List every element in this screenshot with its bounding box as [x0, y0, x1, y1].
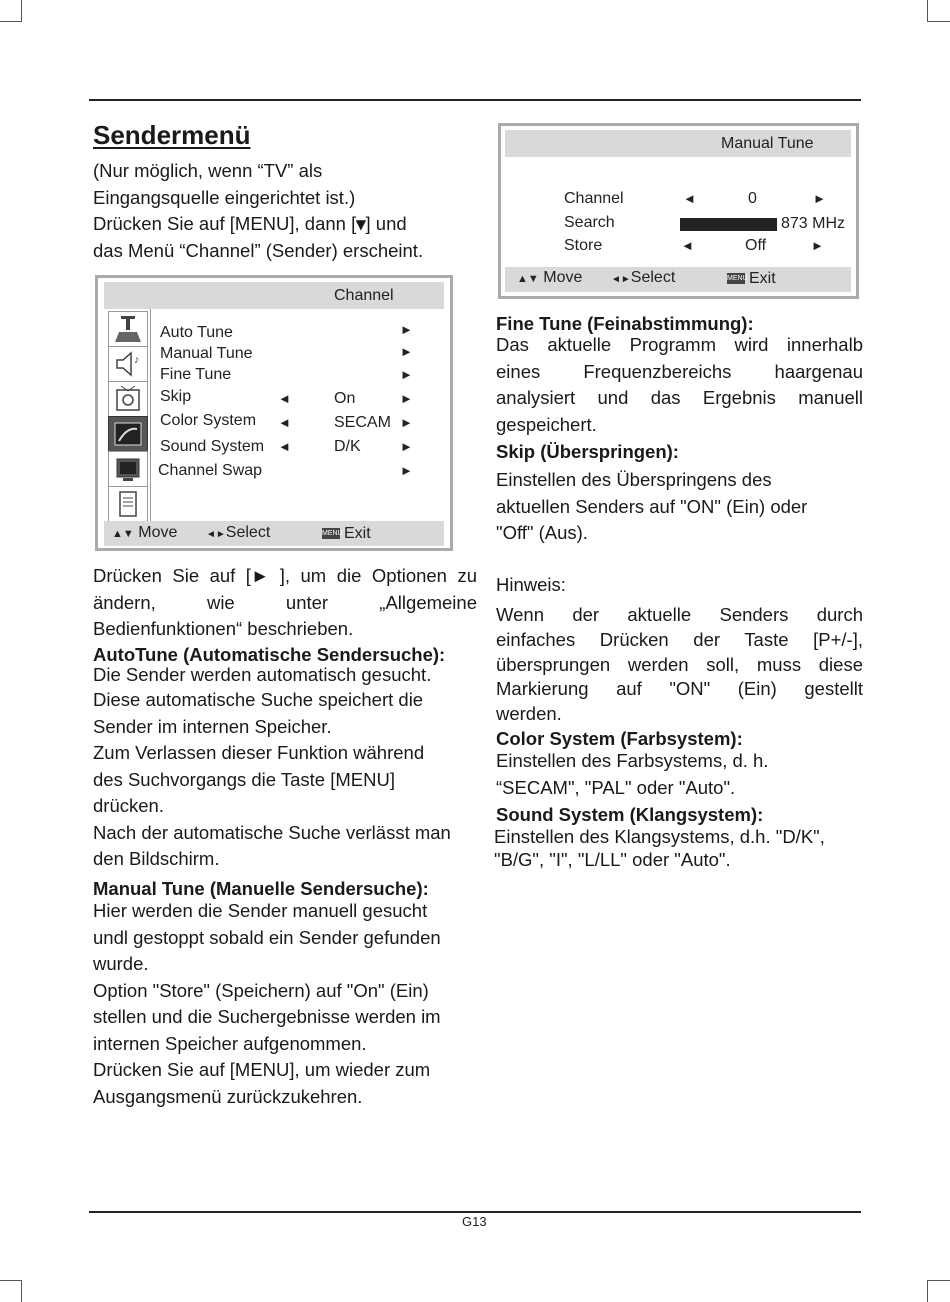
search-label: Search	[564, 214, 615, 231]
left-arrow-icon: ◄	[683, 191, 696, 206]
channel-icon	[108, 416, 148, 452]
left-arrow-icon: ◄	[681, 238, 694, 253]
text-line: internen Speicher aufgenommen.	[93, 1032, 367, 1054]
menu-key-icon: MENU	[322, 530, 343, 538]
menu-key-icon: MENU	[727, 275, 748, 283]
skip-heading: Skip (Überspringen):	[496, 441, 679, 462]
menu-item-value: D/K	[334, 438, 361, 455]
text-line: Zum Verlassen dieser Funktion während	[93, 742, 425, 763]
text-line: "Off" (Aus).	[496, 522, 588, 543]
text-line: Nach der automatische Suche verlässt man	[93, 821, 451, 843]
text-line: Die Sender werden automatisch gesucht.	[93, 664, 432, 685]
icon-column	[104, 309, 151, 521]
text-line: eines Frequenzbereichs haargenau	[496, 360, 863, 382]
up-down-arrow-icon: ▲▼	[112, 528, 134, 540]
exit-hint	[322, 525, 371, 543]
text-line: Markierung auf "ON" (Ein) gestellt	[496, 678, 863, 700]
text-line: des Suchvorgangs die Taste [MENU]	[93, 768, 395, 790]
menu-item-label: Sound System	[160, 438, 265, 455]
text-line: aktuellen Senders auf "ON" (Ein) oder	[496, 495, 808, 517]
manual-tune-footer	[505, 267, 851, 292]
text-line: übersprungen werden soll, muss diese	[496, 653, 863, 675]
move-hint	[112, 524, 177, 542]
select-label: Select	[225, 524, 271, 541]
manual-tune-title: Manual Tune	[721, 135, 814, 152]
move-label: Move	[138, 524, 178, 541]
text-line: Bedienfunktionen“ beschrieben.	[93, 618, 354, 639]
sound-system-text	[494, 825, 861, 871]
search-progress-bar	[680, 218, 777, 231]
text-line: “SECAM", "PAL" oder "Auto".	[496, 776, 736, 798]
page-title: Sendermenü	[93, 120, 251, 150]
channel-menu-screen	[95, 275, 453, 551]
right-arrow-icon: ►	[400, 391, 413, 406]
text-line: wurde.	[93, 953, 149, 974]
text-line: Einstellen des Klangsystems, d.h. "D/K",	[494, 826, 825, 847]
intro-line: (Nur möglich, wenn “TV” als	[93, 160, 323, 181]
right-arrow-icon: ►	[813, 191, 826, 206]
left-right-arrow-icon: ◄►	[206, 529, 226, 540]
move-hint	[517, 269, 582, 287]
bottom-rule	[89, 1211, 861, 1213]
channel-value: 0	[748, 190, 757, 207]
skip-text	[496, 467, 863, 547]
manual-tune-heading: Manual Tune (Manuelle Sendersuche):	[93, 878, 429, 899]
document-icon	[108, 486, 148, 522]
select-hint	[206, 524, 270, 542]
left-arrow-icon: ◄	[278, 391, 291, 406]
exit-label: Exit	[749, 270, 776, 287]
text-line: den Bildschirm.	[93, 848, 220, 869]
text-line: Das aktuelle Programm wird innerhalb	[496, 334, 863, 355]
tv-icon	[108, 451, 148, 487]
right-arrow-icon: ►	[400, 463, 413, 478]
top-rule	[89, 99, 861, 101]
manual-tune-screen	[498, 123, 859, 299]
menu-item-label: Auto Tune	[160, 324, 233, 341]
left-right-arrow-icon: ◄►	[611, 274, 631, 285]
search-progress-fill	[681, 219, 776, 230]
crop-mark	[927, 0, 928, 22]
text-line: Option "Store" (Speichern) auf "On" (Ein)	[93, 979, 429, 1001]
left-arrow-icon: ◄	[278, 439, 291, 454]
left-arrow-icon: ◄	[278, 415, 291, 430]
up-down-arrow-icon: ▲▼	[517, 273, 539, 285]
antenna-icon	[108, 311, 148, 347]
right-arrow-icon: ►	[400, 367, 413, 382]
svg-text:♪: ♪	[134, 354, 140, 366]
right-arrow-icon: ►	[400, 415, 413, 430]
intro-line-part: Drücken Sie auf [MENU], dann [	[93, 213, 357, 234]
menu-item-label: Manual Tune	[160, 345, 253, 362]
text-line: Einstellen des Überspringens des	[496, 469, 772, 490]
select-hint	[611, 269, 675, 287]
text-line: gespeichert.	[496, 413, 597, 435]
move-label: Move	[543, 269, 583, 286]
note-text	[496, 603, 863, 727]
menu-item-value: On	[334, 390, 356, 407]
menu-item-label: Channel Swap	[158, 462, 263, 479]
autotune-text	[93, 663, 477, 873]
options-paragraph	[93, 563, 477, 643]
select-label: Select	[630, 269, 676, 286]
crop-mark	[0, 21, 22, 22]
menu-item-label: Color System	[160, 412, 257, 429]
text-line: werden.	[496, 703, 562, 725]
text-line: ändern, wie unter „Allgemeine	[93, 591, 477, 613]
store-label: Store	[564, 237, 603, 254]
text-line: drücken.	[93, 795, 164, 816]
right-arrow-icon: ►	[811, 238, 824, 253]
text-line: analysiert und das Ergebnis manuell	[496, 387, 863, 408]
finetune-text	[496, 332, 863, 438]
right-arrow-icon: ►	[400, 322, 413, 337]
crop-mark	[927, 1280, 928, 1302]
crop-mark	[928, 21, 950, 22]
crop-mark	[928, 1280, 950, 1281]
intro-line-part: ] und	[365, 213, 407, 234]
color-system-heading: Color System (Farbsystem):	[496, 728, 743, 749]
color-system-text	[496, 748, 863, 801]
manual-tune-text	[93, 898, 477, 1110]
sound-system-heading: Sound System (Klangsystem):	[496, 804, 764, 825]
right-arrow-icon: ►	[400, 439, 413, 454]
text-line: Ausgangsmenü zurückzukehren.	[93, 1085, 363, 1107]
text-line: Drücken Sie auf [MENU], um wieder zum	[93, 1059, 431, 1080]
search-value: 873 MHz	[781, 215, 846, 232]
intro-text	[93, 158, 445, 264]
text-line: stellen und die Suchergebnisse werden im	[93, 1006, 441, 1027]
text-line: Diese automatische Suche speichert die	[93, 689, 424, 710]
intro-line: das Menü “Channel” (Sender) erscheint.	[93, 239, 424, 261]
menu-item-label: Skip	[160, 388, 192, 405]
right-arrow-icon: ►	[400, 344, 413, 359]
menu-item-value: SECAM	[334, 414, 391, 431]
channel-menu-header	[104, 282, 444, 309]
text-line: "B/G", "I", "L/LL" oder "Auto".	[494, 849, 731, 870]
finetune-heading: Fine Tune (Feinabstimmung):	[496, 313, 754, 334]
exit-label: Exit	[344, 525, 371, 542]
text-line: Hier werden die Sender manuell gesucht	[93, 900, 428, 921]
manual-tune-header	[505, 130, 851, 157]
speaker-icon	[108, 346, 148, 382]
exit-hint	[727, 270, 776, 288]
text-line: Drücken Sie auf [► ], um die Optionen zu	[93, 565, 477, 586]
intro-line	[93, 211, 445, 238]
text-line: einfaches Drücken der Taste [P+/-],	[496, 628, 863, 650]
autotune-heading: AutoTune (Automatische Sendersuche):	[93, 644, 446, 665]
text-line: undl gestoppt sobald ein Sender gefunden	[93, 926, 441, 948]
crop-mark	[0, 1280, 22, 1281]
down-arrow-glyph: ▾	[356, 213, 366, 234]
channel-menu-footer	[104, 521, 444, 546]
menu-item-label: Fine Tune	[160, 366, 232, 383]
intro-line: Eingangsquelle eingerichtet ist.)	[93, 186, 356, 208]
text-line: Sender im internen Speicher.	[93, 715, 332, 737]
note-heading: Hinweis:	[496, 574, 566, 595]
channel-menu-title: Channel	[334, 287, 394, 304]
crop-mark	[21, 1280, 22, 1302]
text-line: Wenn der aktuelle Senders durch	[496, 604, 863, 625]
page-number: G13	[462, 1214, 487, 1229]
channel-label: Channel	[564, 190, 624, 207]
crop-mark	[21, 0, 22, 22]
store-value: Off	[745, 237, 767, 254]
text-line: Einstellen des Farbsystems, d. h.	[496, 750, 769, 771]
settings-icon	[108, 381, 148, 417]
